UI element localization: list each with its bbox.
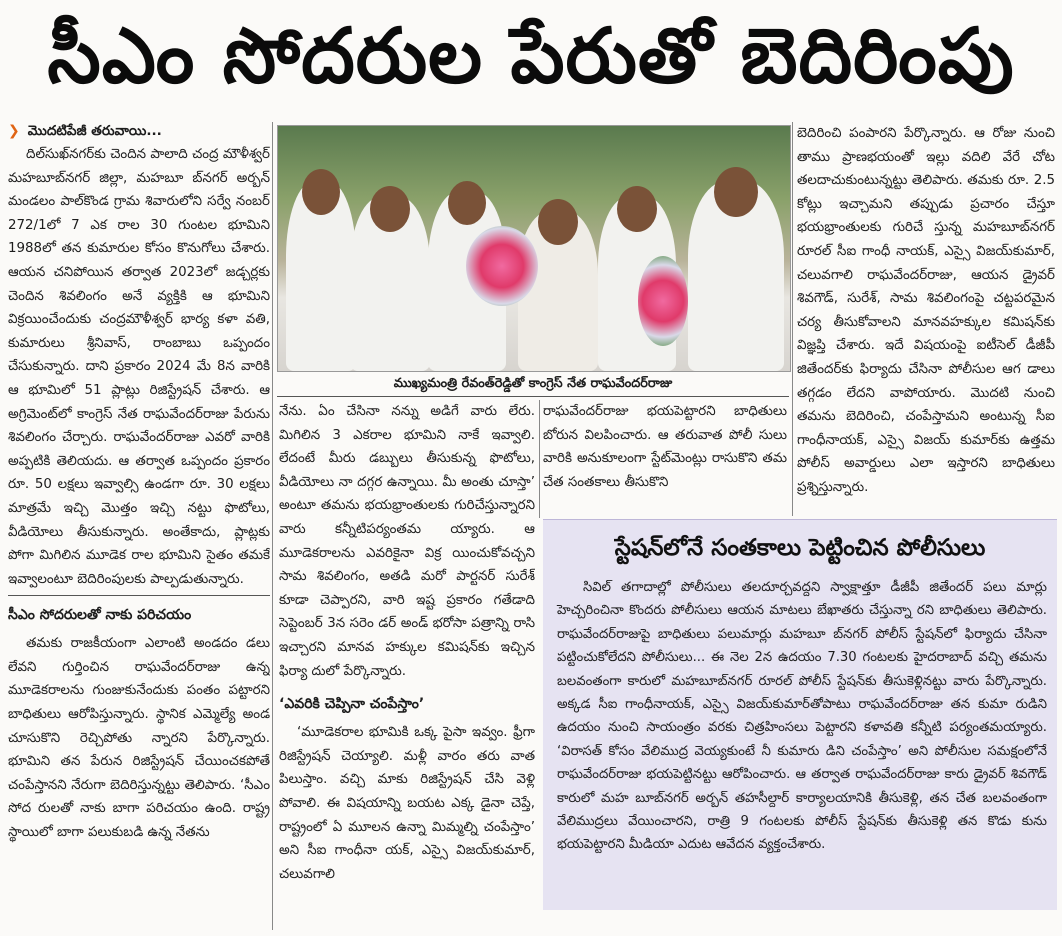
- column-divider: [539, 400, 540, 518]
- box-paragraph: సివిల్ తగాదాల్లో పోలీసులు తలదూర్చవద్దని స్వాక్షాత్తూ డీజీపీ జితేందర్ పలు మార్లు హెచ్చరించినా కొందరు పోలీసులు ఆయన మాటలు బేఖాతరు చేస్తున్నా రని బాధితులు తెలిపారు. రాఘవేందర్‌రాజుపై బాధితులు పలుమార్లు మహబూ బ్‌నగర్ పోలీస్ స్టేషన్‌లో ఫిర్యాదు చేసినా పట్టించుకోలేదని పోలీసులు... ఈ నెల 2న ఉదయం 7.30 గంటలకు హైదరాబాద్ వచ్చి తమను బలవంతంగా కారులో మహబూబ్‌నగర్ రూరల్ పోలీస్ స్టేషన్‌కు తీసుకెళ్లినట్టు వారు పేర్కొన్నారు. అక్కడ సీఐ గాంధీనాయక్, ఎస్సై విజయ్‌కుమార్‌తోపాటు రాఘవేందర్‌రాజు తన కుమా రుడిని ఉదయం నుంచి సాయంత్రం వరకు చిత్రహింసలు పెట్టారని కళావతి కన్నీటి పర్యంతమయ్యారు. ‘విరాసత్ కోసం వేలిముద్ర వెయ్యకుంటే నీ కుమారు డిని చంపేస్తాం’ అని పోలీసుల సమక్షంలోనే రాఘవేందర్‌రాజు భయపెట్టినట్టు ఆరోపించారు. ఆ తర్వాత రాఘవేందర్‌రాజు కారు డ్రైవర్ శివగౌడ్ కారులో మహ బూబ్‌నగర్ అర్బన్ తహసీల్దార్ కార్యాలయానికి తీసుకెళ్లి, తన చేత బలవంతంగా వేలిముద్రలు వేయించారని, రాత్రి 9 గంటలకు పోలీస్ స్టేషన్‌కు తీసుకెళ్లి తన కొడు కును భయపెట్టారని మీడియా ఎదుట ఆవేదన వ్యక్తంచేశారు.: [557, 580, 1047, 853]
- chevron-right-icon: ❯: [8, 123, 20, 139]
- divider: [8, 595, 270, 596]
- column-4: [797, 122, 1055, 514]
- article-paragraph: దిల్‌సుఖ్‌నగర్‌కు చెందిన పాలాది చంద్ర మౌళీశ్వర్ మహబూబ్‌నగర్ జిల్లా, మహబూ బ్‌నగర్ అర్బన్ మండలం పాల్‌కొండ గ్రామ శివారులోని సర్వే నంబర్ 272/1లో 7 ఎక రాల 30 గుంటల భూమిని 1988లో తన కుమారుల కోసం కొనుగోలు చేశారు. ఆయన చనిపోయిన తర్వాత 2023లో జడ్చర్లకు చెందిన శివలింగం అనే వ్యక్తికి ఆ భూమిని విక్రయించేందుకు చంద్రమౌళీశ్వర్ భార్య కళా వతి, కుమారులు శ్రీనివాస్, రాంబాబు ఒప్పందం చేసుకున్నారు. దాని ప్రకారం 2024 మే 8న వారికి ఆ భూమిలో 51 ప్లాట్లు రిజిస్ట్రేషన్ చేశారు. ఆ అగ్రిమెంట్‌లో కాంగ్రెస్ నేత రాఘవేందర్‌రాజు పేరును శివలింగం చేర్చారు. రాఘవేందర్‌రాజు ఎవరో వారికి అప్పటికి తెలియదు. ఆ తర్వాత ఒప్పందం ప్రకారం రూ. 50 లక్షలు ఇవ్వాల్సి ఉండగా రూ. 30 లక్షలు మాత్రమే ఇచ్చి మొత్తం ఇచ్చి నట్టు ఫొటోలు, వీడియోలు తీసుకున్నారు. అంతేకాదు, ప్లాట్లకు పోగా మిగిలిన మూడెక రాల భూమిని సైతం తమకే ఇవ్వాలంటూ బెదిరింపులకు పాల్పడుతున్నారు.: [8, 147, 270, 587]
- subheading: సీఎం సోదరులతో నాకు పరిచయం: [8, 607, 192, 624]
- kicker-text: మొదటిపేజీ తరువాయి...: [27, 123, 162, 139]
- article-paragraph: బెదిరించి పంపారని పేర్కొన్నారు. ఆ రోజు నుంచి తాము ప్రాణభయంతో ఇల్లు వదిలి వేరే చోట తలదాచుకుంటున్నట్టు తెలిపారు. తమకు రూ. 2.5 కోట్లు ఇచ్చామని తప్పుడు ప్రచారం చేస్తూ భయభ్రాంతులకు గురిచే స్తున్న మహబూబ్‌నగర్ రూరల్ సీఐ గాంధీ నాయక్, ఎస్సై విజయ్‌కుమార్, చలువగాలి రాఘవేందర్‌రాజు, ఆయన డ్రైవర్ శివగౌడ్, సురేశ్, సామ శివలింగంపై చట్టపరమైన చర్య తీసుకోవాలని మానవహక్కుల కమిషన్‌కు విజ్ఞప్తి చేశారు. ఇదే విషయంపై ఐటీసెల్ డీజీపీ జితేందర్‌కు ఫిర్యాదు చేసినా పోలీసుల ఆగ డాలు తగ్గడం లేదని వాపోయారు. మొదటి నుంచి తమను బెదిరించి, చంపేస్తామని అంటున్న సీఐ గాంధీనాయక్, ఎస్సై విజయ్ కుమార్‌కు ఉత్తమ పోలీస్ అవార్డులు ఎలా ఇస్తారని బాధితులు ప్రశ్నిస్తున్నారు.: [797, 126, 1055, 495]
- article-paragraph: తమకు రాజకీయంగా ఎలాంటి అండదం డలు లేవని గుర్తించిన రాఘవేందర్‌రాజు ఉన్న మూడెకరాలను గుంజుకునేందుకు పంతం పట్టారని బాధితులు ఆరోపిస్తున్నారు. స్థానిక ఎమ్మెల్యే అండ చూసుకొని రెచ్చిపోతు న్నారని పేర్కొన్నారు. భూమిని తన పేరున రిజిస్ట్రేషన్ చేయించకపోతే చంపేస్తానని నేరుగా బెదిరిస్తున్నట్టు తెలిపారు. ‘సీఎం సోద రులతో నాకు బాగా పరిచయం ఉంది. రాష్ట్ర స్థాయిలో బాగా పలుకుబడి ఉన్న నేతను: [8, 636, 270, 841]
- article-paragraph: రాఘవేందర్‌రాజు భయపెట్టారని బాధితులు బోరున విలపించారు. ఆ తరువాత పోలీ సులు వారికి అనుకూలంగా స్టేట్‌మెంట్లు రాసుకొని తమ చేత సంతకాలు తీసుకొని: [543, 404, 787, 490]
- subheading: ‘ఎవరికి చెప్పినా చంపేస్తాం’: [279, 696, 425, 713]
- column-1: [8, 120, 270, 932]
- kicker: [8, 120, 270, 143]
- column-divider: [792, 122, 793, 516]
- news-photo: [277, 125, 791, 372]
- photo-caption: ముఖ్యమంత్రి రేవంత్‌రెడ్డితో కాంగ్రెస్ నేత రాఘవేందర్‌రాజు: [277, 372, 789, 397]
- headline: సీఎం సోదరుల పేరుతో బెదిరింపు: [47, 11, 1015, 100]
- column-divider: [272, 122, 273, 930]
- box-title: స్టేషన్‌లోనే సంతకాలు పెట్టించిన పోలీసులు: [614, 535, 986, 561]
- article-paragraph: ‘మూడెకరాల భూమికి ఒక్క పైసా ఇవ్వం. ఫ్రీగా రిజిస్ట్రేషన్ చెయ్యాలి. మళ్లీ వారం తరు వాత పిలుస్తాం. వచ్చి మాకు రిజిస్ట్రేషన్ చేసి వెళ్లి పోవాలి. ఈ విషయాన్ని బయట ఎక్క డైనా చెప్తే, రాష్ట్రంలో ఏ మూలన ఉన్నా మిమ్మల్ని చంపేస్తాం’ అని సీఐ గాంధీనా యక్, ఎస్సై విజయ్‌కుమార్, చలువగాలి: [279, 725, 535, 882]
- article-paragraph: నేను. ఏం చేసినా నన్ను అడిగే వారు లేరు. మిగిలిన 3 ఎకరాల భూమిని నాకే ఇవ్వాలి. లేదంటే మీరు డబ్బులు తీసుకున్న ఫొటోలు, వీడియోలు నా దగ్గర ఉన్నాయి. మీ అంతు చూస్తా’ అంటూ తమను భయభ్రాంతులకు గురిచేస్తున్నారని వారు కన్నీటిపర్యంతమ య్యారు. ఆ మూడెకరాలను ఎవరికైనా విక్ర యించుకోవచ్చని సామ శివలింగం, అతడి మరో పార్టనర్ సురేశ్ కూడా చెప్పారని, వారి ఇష్ట ప్రకారం గతేడాది సెప్టెంబర్ 3న సరెం డర్ అండ్ భరోసా పత్రాన్ని రాసి ఇచ్చారని మానవ హక్కుల కమిషన్‌కు ఇచ్చిన ఫిర్యా దులో పేర్కొన్నారు.: [279, 404, 535, 679]
- boxed-story: [543, 519, 1057, 910]
- column-2: [279, 400, 535, 930]
- column-3: [543, 400, 787, 516]
